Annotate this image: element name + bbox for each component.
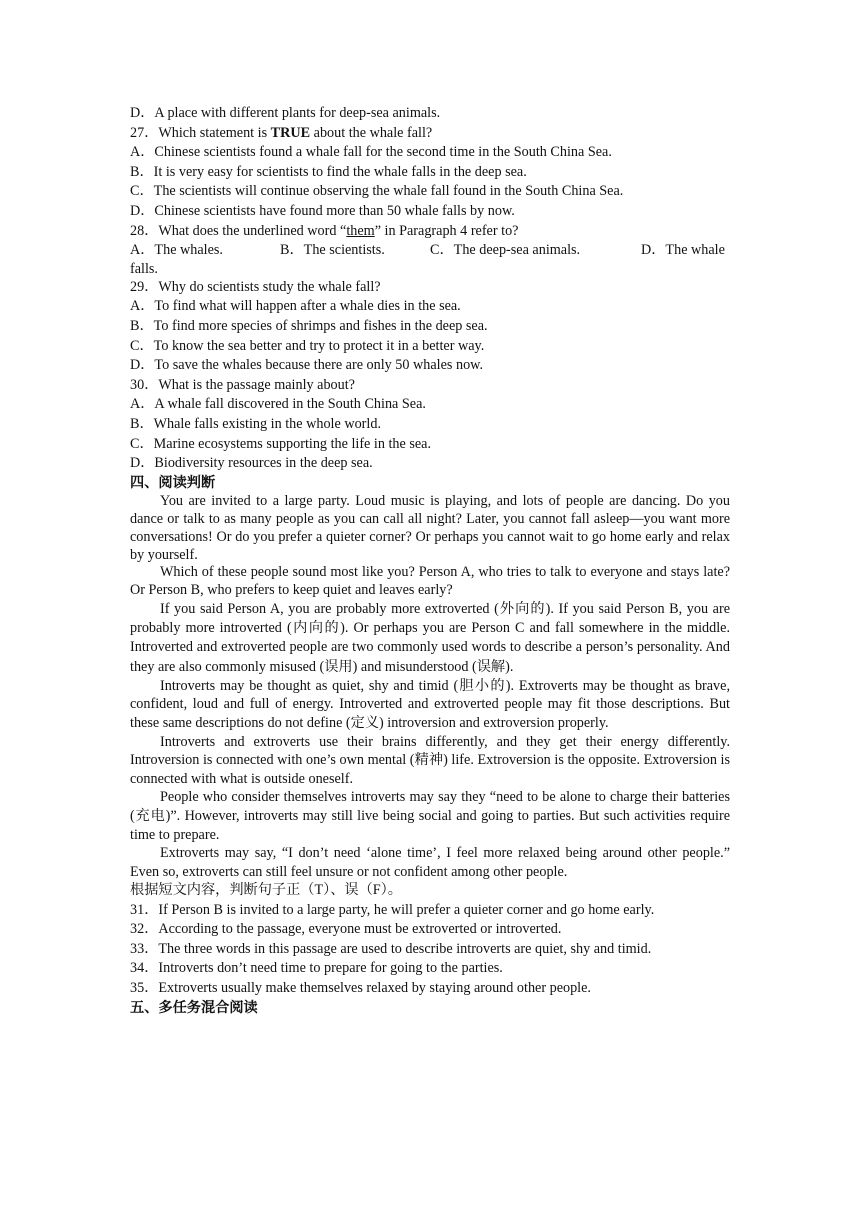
document-content (130, 104, 730, 1018)
passage-paragraph: People who consider themselves introverts may say they “need to be alone to charge their batteries (充电)”. However, introverts may still live being social and going to parties. But such activities require time to prepare. (130, 789, 730, 843)
q27-option-b: B．It is very easy for scientists to find the whale falls in the deep sea. (130, 163, 527, 180)
q29-option-a: A．To find what will happen after a whale dies in the sea. (130, 298, 461, 315)
statement-32: 32．According to the passage, everyone must be extroverted or introverted. (130, 921, 562, 938)
q28-option-d-cont: falls. (130, 260, 158, 277)
passage-paragraph: Extroverts may say, “I don’t need ‘alone time’, I feel more relaxed being around other people.” Even so, extroverts can still feel unsure or not confident among other people. (130, 845, 730, 880)
question-28-pre: 28．What does the underlined word “ (130, 222, 347, 239)
passage-paragraph: Introverts may be thought as quiet, shy and timid (胆小的). Extroverts may be thought as brave, confident, loud and full of energy. Introverted and extroverted people may fit those descriptions. But these same descriptions do not define (定义) introversion and extroversion properly. (130, 677, 730, 732)
passage-paragraph: Which of these people sound most like you? Person A, who tries to talk to everyone and stays late? Or Person B, who prefers to keep quiet and leaves early? (130, 564, 730, 599)
q30-option-a: A．A whale fall discovered in the South China Sea. (130, 396, 426, 413)
passage-paragraph: You are invited to a large party. Loud music is playing, and lots of people are dancing. Do you dance or talk to as many people as you can call all night? Later, you cannot fall asleep—you want more conversations! Or do you prefer a quieter corner? Or perhaps you cannot wait to go home early and relax by yourself. (130, 493, 730, 563)
statement-34: 34．Introverts don’t need time to prepare for going to the parties. (130, 960, 503, 977)
q30-option-c: C．Marine ecosystems supporting the life in the sea. (130, 435, 432, 452)
section-5-heading: 五、多任务混合阅读 (130, 999, 258, 1016)
statement-35: 35．Extroverts usually make themselves relaxed by staying around other people. (130, 980, 591, 996)
passage-paragraph: If you said Person A, you are probably more extroverted (外向的). If you said Person B, you are probably more introverted (内向的). Or perhaps you are Person C and fall somewhere in the middle. Introverted and extroverted people are two commonly used words to describe a person’s personality. And they are also commonly misused (误用) and misunderstood (误解). (130, 601, 730, 675)
q28-option-d: D．The whale (641, 242, 725, 259)
question-30: 30．What is the passage mainly about? (130, 376, 355, 393)
question-27-post: about the whale fall? (310, 124, 433, 141)
question-28-post: ” in Paragraph 4 refer to? (374, 222, 519, 239)
statement-33: 33．The three words in this passage are used to describe introverts are quiet, shy and timid. (130, 940, 652, 957)
q26-option-d: D．A place with different plants for deep-sea animals. (130, 105, 441, 121)
q30-option-d: D．Biodiversity resources in the deep sea. (130, 455, 373, 472)
q28-options (130, 241, 730, 261)
question-27-bold: TRUE (270, 124, 311, 141)
q28-option-b: B．The scientists. (280, 242, 385, 259)
q28-option-c: C．The deep-sea animals. (430, 242, 581, 259)
q30-option-b: B．Whale falls existing in the whole world. (130, 415, 381, 432)
q27-option-c: C．The scientists will continue observing the whale fall found in the South China Sea. (130, 183, 624, 200)
underlined-word: them (346, 222, 375, 239)
question-27 (130, 124, 730, 144)
passage-paragraph: Introverts and extroverts use their brains differently, and they get their energy differently. Introversion is connected with one’s own mental (精神) life. Extroversion is the opposite. Extroversion is connected with what is outside oneself. (130, 733, 730, 787)
statement-31: 31．If Person B is invited to a large party, he will prefer a quieter corner and go home early. (130, 901, 655, 918)
question-27-pre: 27．Which statement is (130, 124, 271, 141)
q29-option-c: C．To know the sea better and try to protect it in a better way. (130, 337, 485, 354)
q29-option-d: D．To save the whales because there are only 50 whales now. (130, 357, 484, 374)
q28-option-a: A．The whales. (130, 242, 223, 259)
section-4-heading: 四、阅读判断 (130, 474, 216, 491)
question-29: 29．Why do scientists study the whale fall? (130, 278, 381, 295)
q27-option-d: D．Chinese scientists have found more than 50 whale falls by now. (130, 202, 515, 219)
q27-option-a: A．Chinese scientists found a whale fall for the second time in the South China Sea. (130, 144, 612, 161)
q29-option-b: B．To find more species of shrimps and fishes in the deep sea. (130, 317, 488, 334)
question-28 (130, 222, 730, 242)
judgement-instruction: 根据短文内容，判断句子正（T）、误（F）。 (130, 882, 402, 899)
